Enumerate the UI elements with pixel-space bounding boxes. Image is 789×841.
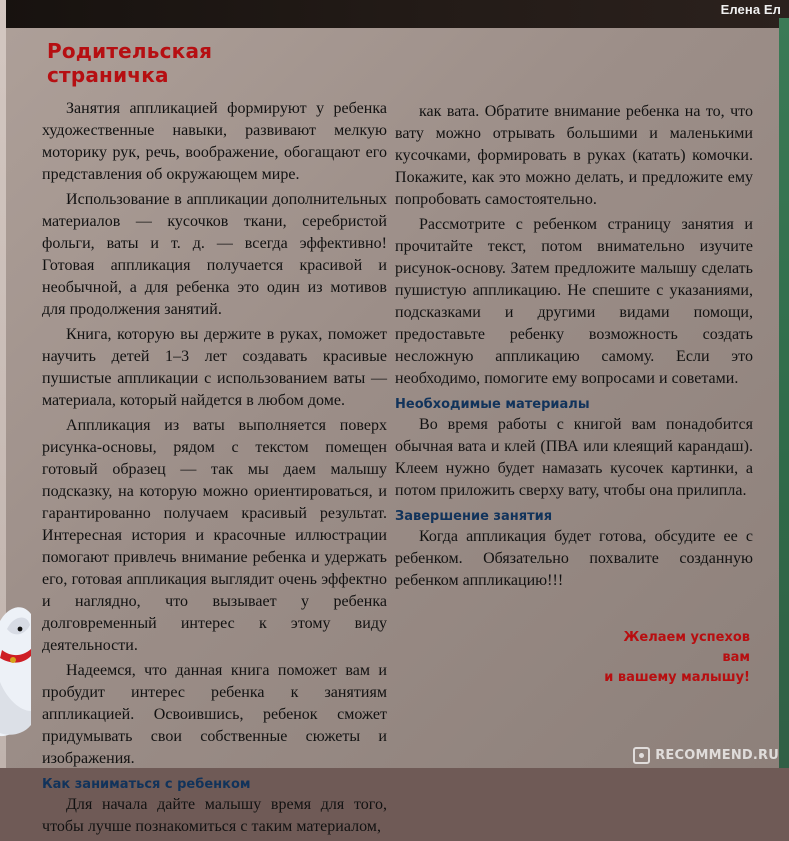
right-paragraph-4: Когда аппликация будет готова, обсудите ее с ребенком. Обязательно похвалите созданную ребенком аппликацию!!! xyxy=(395,528,753,589)
top-dark-band xyxy=(0,0,789,28)
page-right-edge xyxy=(779,18,789,768)
recommend-logo-icon xyxy=(633,747,650,764)
closing-wish xyxy=(594,628,750,688)
closing-wish-line-2: и вашему малышу! xyxy=(604,670,750,685)
left-paragraph-2: Использование в аппликации дополнительных материалов — кусочков ткани, серебристой фольги, ваты и т. д. — всегда эффективно! Готовая аппликация получается красивой и необычной, а для ребенка это один из мотивов для продолжения занятий. xyxy=(42,191,387,318)
page-title-line-1: Родительская xyxy=(47,39,213,63)
left-paragraph-1: Занятия аппликацией формируют у ребенка художественные навыки, развивают мелкую моторику рук, речь, воображение, обогащают его представления об окружающем мире. xyxy=(42,100,387,183)
section-heading-materials: Необходимые материалы xyxy=(395,397,590,412)
left-paragraph-3: Книга, которую вы держите в руках, поможет научить детей 1–3 лет создавать красивые пушистые аппликации с использованием ваты — материала, который найдется в любом доме. xyxy=(42,326,387,409)
section-heading-finish: Завершение занятия xyxy=(395,509,553,524)
left-paragraph-6: Для начала дайте малышу время для того, чтобы лучше познакомиться с таким материалом, xyxy=(42,796,387,835)
left-paragraph-4: Аппликация из ваты выполняется поверх рисунка-основы, рядом с текстом помещен готовый образец — так мы даем малышу подсказку, на которую можно ориентироваться, и гарантированно получаем красивый результат. Интересная история и красочные иллюстрации помогают привлечь внимание ребенка и удержать его, готовая аппликация выглядит очень эффектно и наглядно, что вызывает у ребенка долговременный интерес к этому виду деятельности. xyxy=(42,417,387,654)
page-title-line-2: страничка xyxy=(47,63,169,87)
section-heading-how-to: Как заниматься с ребенком xyxy=(42,777,251,792)
right-paragraph-3: Во время работы с книгой вам понадобится обычная вата и клей (ПВА или клеящий карандаш). Клеем нужно будет намазать кусочек картинки, а потом приложить сверху вату, чтобы она прилипла. xyxy=(395,416,753,499)
right-text-column xyxy=(395,101,753,595)
dog-collar-tag xyxy=(10,657,16,663)
page-title xyxy=(47,39,267,87)
recommend-watermark-text: RECOMMEND.RU xyxy=(655,748,779,763)
right-paragraph-1: как вата. Обратите внимание ребенка на то, что вату можно отрывать большими и маленькими кусочками, формировать в руках (катать) комочки. Покажите, как это можно делать, и предложите ему попробовать самостоятельно. xyxy=(395,103,753,208)
left-paragraph-5: Надеемся, что данная книга поможет вам и пробудит интерес ребенка к занятиям аппликацией. Освоившись, ребенок сможет придумывать свои собственные сюжеты и изображения. xyxy=(42,662,387,767)
right-paragraph-2: Рассмотрите с ребенком страницу занятия и прочитайте текст, потом внимательно изучите рисунок-основу. Затем предложите малышу сделать пушистую аппликацию. Не спешите с указаниями, подсказками и другими видами помощи, предоставьте ребенку возможность создать несложную аппликацию самому. Если это необходимо, помогите ему вопросами и советами. xyxy=(395,216,753,387)
dog-eye xyxy=(18,627,23,632)
recommend-watermark xyxy=(633,747,779,764)
author-label: Елена Ел xyxy=(720,2,781,17)
closing-wish-line-1: Желаем успехов вам xyxy=(623,630,750,665)
left-text-column xyxy=(42,98,387,841)
dog-illustration xyxy=(0,585,32,740)
